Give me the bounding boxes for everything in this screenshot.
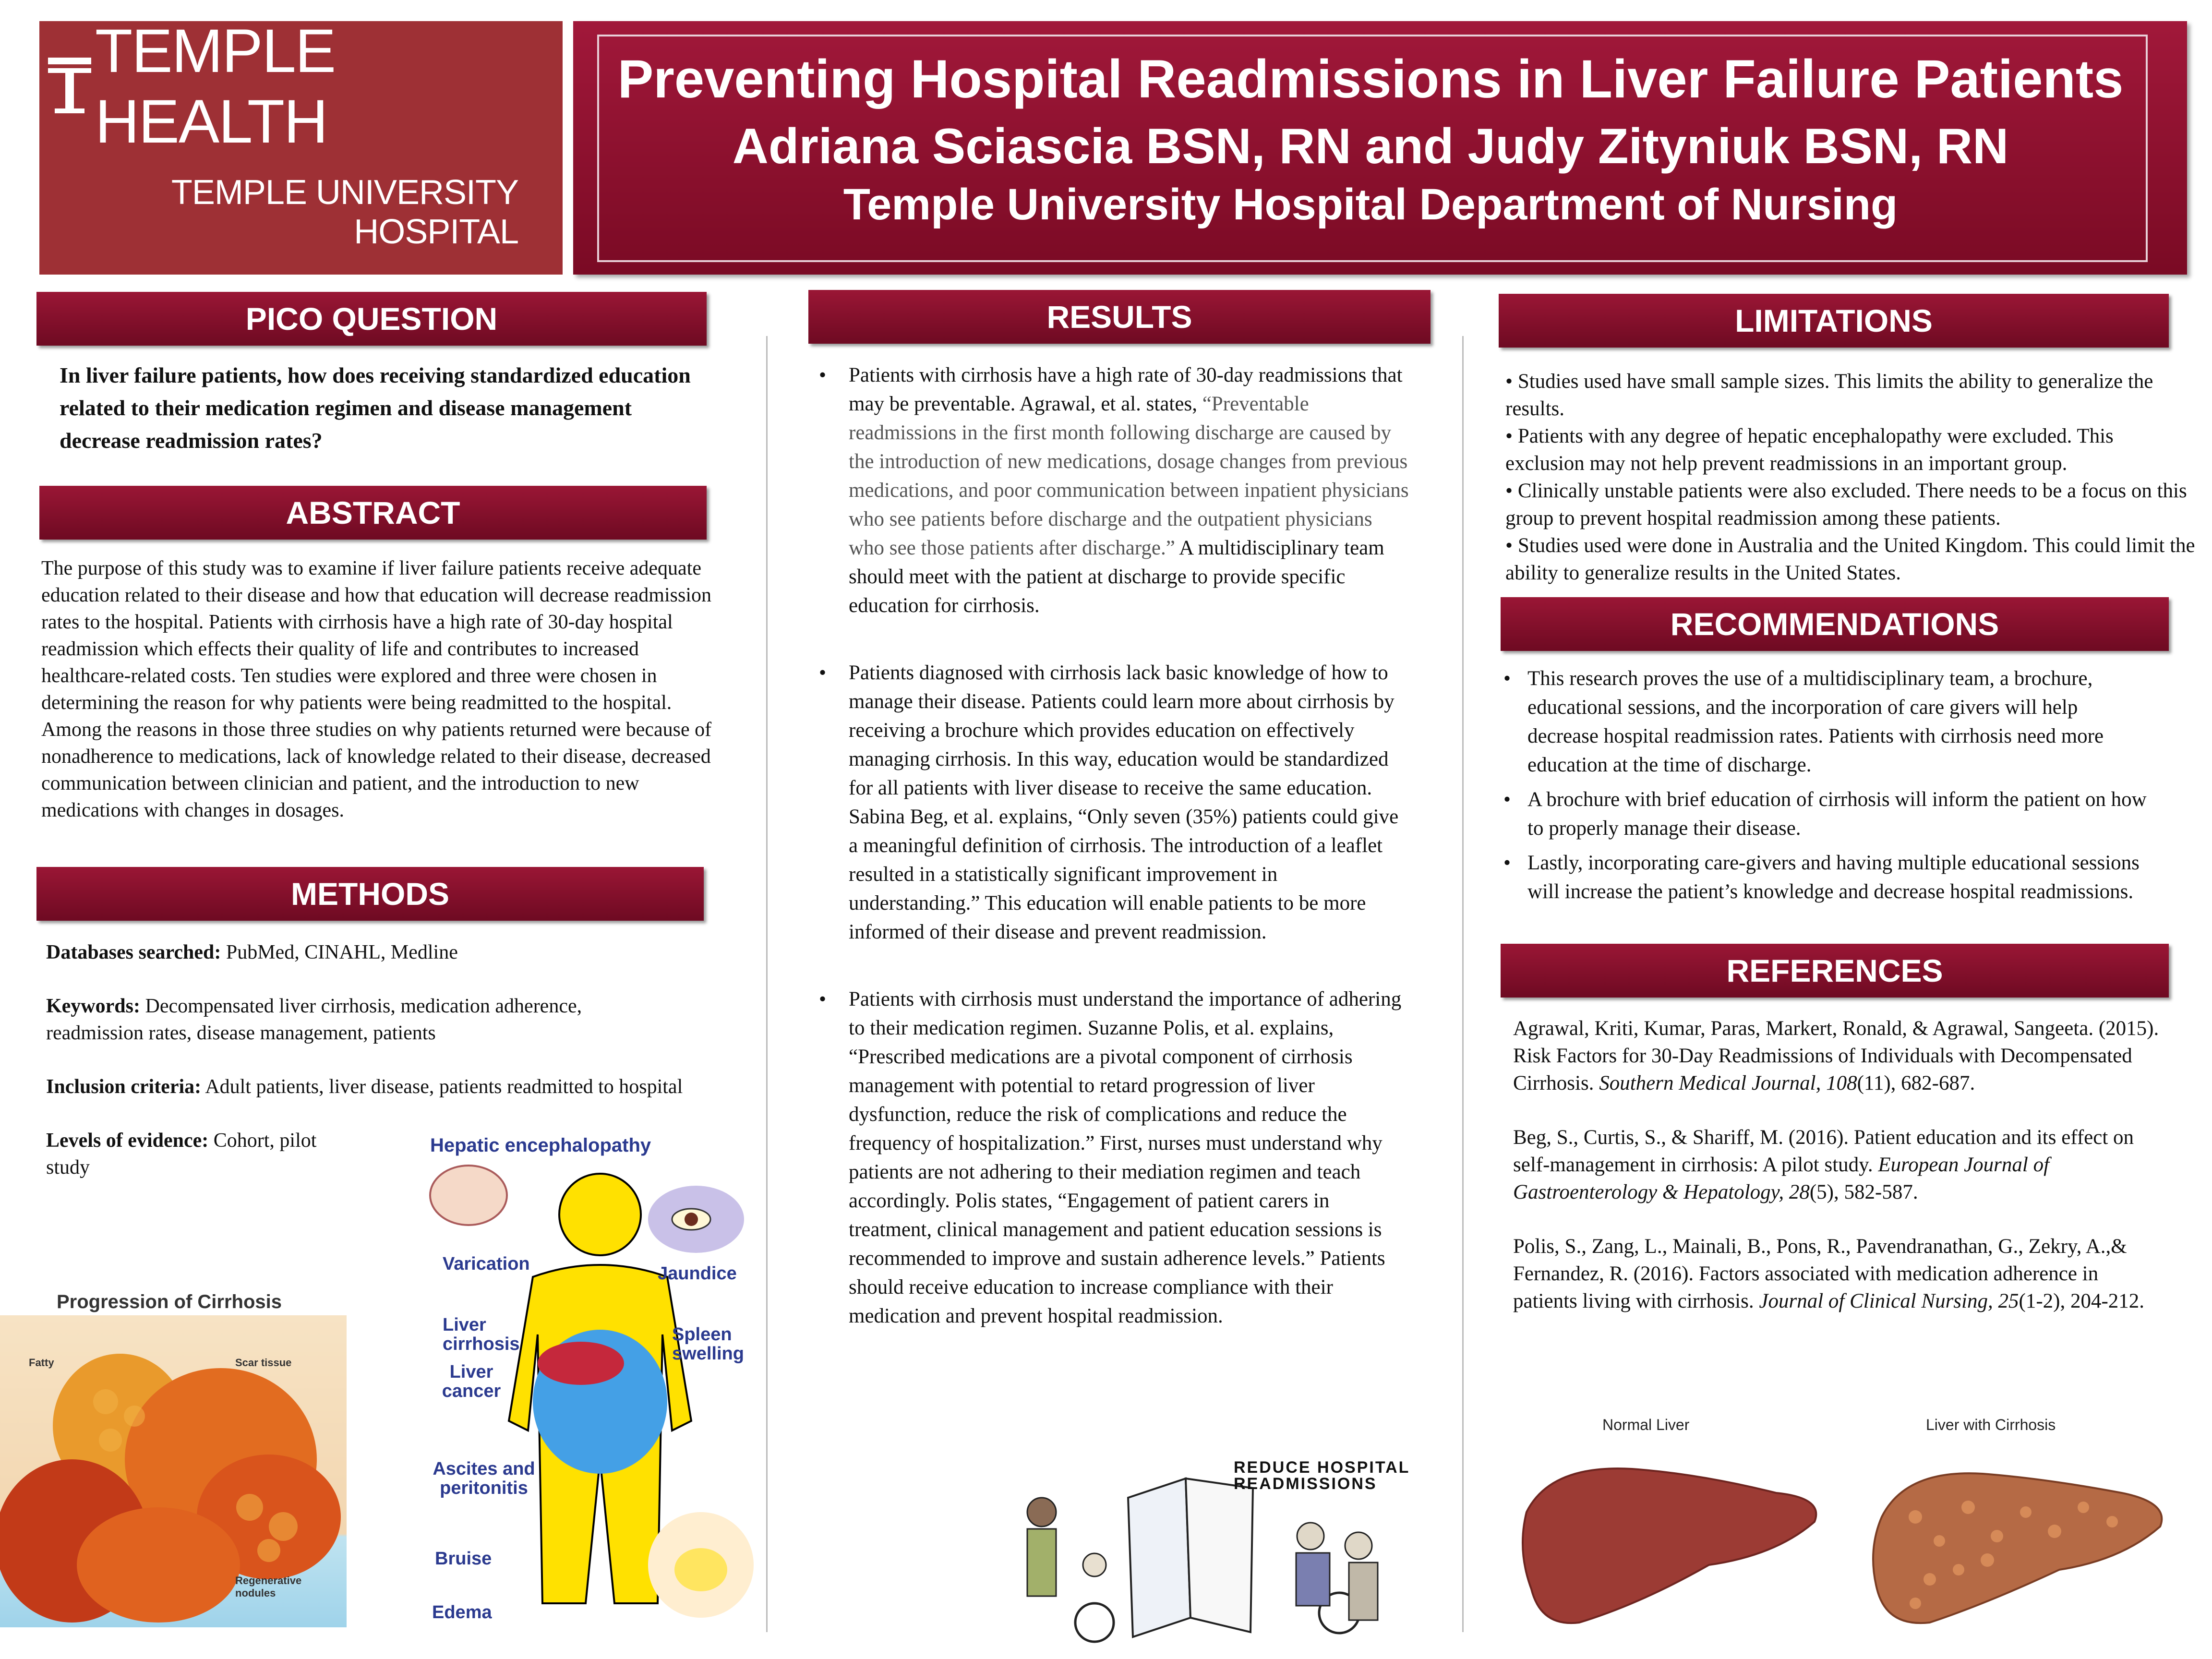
label-spleen-swelling: Spleen swelling: [672, 1324, 744, 1364]
results-text: Patients diagnosed with cirrhosis lack basic knowledge of how to manage their disease. Patients could learn more about cirrhosis by receiving a brochure which provides education on effectively managing cirrhosis. In this way, education would be standardized for all patients with liver disease to receive the same education. Sabina Beg, et al. explains, “Only seven (35%) patients could give a meaningful definition of cirrhosis. The introduction of a leaflet resulted in a statistically significant improvement in understanding.” This education will enable patients to be more informed of their disease and prevent readmission.: [849, 661, 1399, 943]
limitations-list: [1505, 368, 2197, 587]
methods-value: Decompensated liver cirrhosis, medication adherence, readmission rates, disease management, patients: [46, 995, 582, 1044]
poster-institution: Temple University Hospital Department of Nursing: [843, 180, 1898, 229]
limitations-item: • Clinically unstable patients were also excluded. There needs to be a focus on this group to prevent hospital readmission among these patients.: [1505, 480, 2187, 529]
results-list: [816, 361, 1411, 1331]
abstract-heading: ABSTRACT: [39, 486, 707, 540]
label-liver-cancer: Liver cancer: [442, 1362, 501, 1401]
reference-text: (5), 582-587.: [1809, 1181, 1918, 1203]
recommendations-item: [1501, 849, 2153, 906]
results-heading: RESULTS: [808, 290, 1431, 344]
methods-value: PubMed, CINAHL, Medline: [221, 941, 458, 963]
logo-subtitle: TEMPLE UNIVERSITY HOSPITAL: [171, 173, 518, 251]
reference-text: Beg, S., Curtis, S., & Shariff, M. (2016). Patient education and its effect on self-management in cirrhosis: A pilot study.: [1513, 1126, 2134, 1176]
methods-label: Keywords:: [46, 995, 140, 1017]
methods-heading: METHODS: [36, 867, 704, 921]
methods-label: Databases searched:: [46, 941, 221, 963]
recommendations-item: [1501, 664, 2153, 780]
methods-item: [46, 1073, 685, 1100]
reference-text: (11), 682-687.: [1857, 1072, 1975, 1094]
label-jaundice: Jaundice: [658, 1263, 737, 1284]
liver-comparison-illustration: [1507, 1445, 2199, 1637]
label-scar-tissue: Scar tissue: [235, 1357, 292, 1369]
label-ascites-peritonitis: Ascites and peritonitis: [433, 1459, 535, 1498]
reference-text: Polis, S., Zang, L., Mainali, B., Pons, R., Pavendranathan, G., Zekry, A.,& Fernandez, R. (2016). Factors associated with medication adherence in patients living with cirrhosis.: [1513, 1235, 2127, 1312]
methods-item: [46, 1127, 334, 1181]
limitations-heading: LIMITATIONS: [1499, 294, 2169, 348]
results-quote: “Preventable readmissions in the first month following discharge are caused by the introduction of new medications, dosage changes from previous medications, and poor communication between inpatient physicians who see patients before discharge and the outpatient physicians who see those patients after discharge.”: [849, 393, 1409, 559]
results-text: Patients with cirrhosis must understand the importance of adhering to their medication regimen. Suzanne Polis, et al. explains, “Prescribed medications are a pivotal component of cirrhosis management with potential to retard progression of liver dysfunction, reduce the risk of complications and reduce the frequency of hospitalization.” First, nurses must understand why patients are not adhering to their mediation regimen and teach accordingly. Polis states, “Engagement of patient carers in treatment, clinical management and patient education sessions is recommended to improve and sustain adherence levels.” Patients should receive education to increase compliance with their medication and prevent hospital readmission.: [849, 988, 1402, 1327]
reference-journal: Journal of Clinical Nursing, 25: [1759, 1290, 2019, 1312]
label-bruise: Bruise: [435, 1549, 492, 1569]
temple-t-icon: [48, 58, 85, 115]
poster-authors: Adriana Sciascia BSN, RN and Judy Zityniuk BSN, RN: [732, 119, 2009, 174]
limitations-item: • Studies used were done in Australia and the United Kingdom. This could limit the ability to generalize results in the United States.: [1505, 534, 2195, 584]
label-regenerative-nodules: Regenerative nodules: [235, 1575, 302, 1599]
results-bullet: [816, 985, 1411, 1331]
label-edema: Edema: [432, 1602, 492, 1623]
methods-value: Cohort, pilot study: [46, 1130, 317, 1178]
methods-label: Inclusion criteria:: [46, 1076, 202, 1098]
label-hepatic-encephalopathy: Hepatic encephalopathy: [430, 1135, 651, 1156]
methods-item: [46, 993, 670, 1046]
results-bullet: [816, 361, 1411, 620]
references-list: [1513, 1015, 2166, 1315]
methods-label: Levels of evidence:: [46, 1130, 209, 1152]
results-text: Patients with cirrhosis have a high rate of 30-day readmissions that may be preventable. Agrawal, et al. states,: [849, 364, 1403, 415]
pico-heading: PICO QUESTION: [36, 292, 707, 346]
recommendations-heading: RECOMMENDATIONS: [1501, 597, 2169, 651]
temple-health-logo: [48, 17, 518, 156]
liver-comparison-figure: [1507, 1445, 2199, 1637]
reduce-readmissions-caption: REDUCE HOSPITAL READMISSIONS: [1234, 1458, 1410, 1493]
reference-item: [1513, 1233, 2166, 1315]
abstract-text: The purpose of this study was to examine if liver failure patients receive adequate education related to their disease and how that education will decrease readmission rates to the hospital. Patients with cirrhosis have a high rate of 30-day hospital readmission which effects their quality of life and contributes to increased healthcare-related costs. Ten studies were explored and three were chosen in determining the reason for why patients were being readmitted to the hospital. Among the reasons in those three studies on why patients returned were because of nonadherence to medications, lack of knowledge related to their disease, decreased communication between clinician and patient, and the introduction to new medications with changes in dosages.: [41, 557, 712, 821]
logo-main-text: TEMPLE HEALTH: [95, 17, 336, 156]
label-liver-cirrhosis: Liver cirrhosis: [443, 1315, 520, 1354]
recommendations-list: [1501, 664, 2153, 906]
reference-journal: Southern Medical Journal, 108: [1599, 1072, 1857, 1094]
limitations-text: Studies used were done in Australia and the United Kingdom. This could limit the ability to generalize results in the United States.: [1505, 534, 2195, 584]
results-text: A multidisciplinary team should meet with the patient at discharge to provide specific education for cirrhosis.: [849, 537, 1384, 617]
recommendations-text: A brochure with brief education of cirrhosis will inform the patient on how to properly manage their disease.: [1527, 788, 2147, 840]
limitations-item: • Studies used have small sample sizes. This limits the ability to generalize the results.: [1505, 370, 2153, 420]
pico-question: In liver failure patients, how does receiving standardized education related to their medication regimen and disease management decrease readmission rates?: [60, 363, 691, 453]
methods-item: [46, 939, 685, 966]
reference-item: [1513, 1124, 2166, 1206]
references-heading: REFERENCES: [1501, 944, 2169, 998]
limitations-text: Studies used have small sample sizes. This limits the ability to generalize the results.: [1505, 370, 2153, 420]
recommendations-item: [1501, 785, 2153, 843]
recommendations-text: Lastly, incorporating care-givers and having multiple educational sessions will increase the patient’s knowledge and decrease hospital readmissions.: [1527, 852, 2140, 903]
reference-text: Agrawal, Kriti, Kumar, Paras, Markert, Ronald, & Agrawal, Sangeeta. (2015). Risk Factors for 30-Day Readmissions of Individuals with Decompensated Cirrhosis.: [1513, 1017, 2159, 1094]
results-bullet: [816, 659, 1411, 947]
cirrhosis-figure-title: Progression of Cirrhosis: [57, 1291, 282, 1312]
reference-journal: European Journal of Gastroenterology & Hepatology, 28: [1513, 1154, 2050, 1203]
label-fatty: Fatty: [29, 1357, 54, 1369]
recommendations-text: This research proves the use of a multidisciplinary team, a brochure, educational sessions, and the incorporation of care givers will help decrease hospital readmission rates. Patients with cirrhosis need more education at the time of discharge.: [1527, 667, 2104, 776]
methods-value: Adult patients, liver disease, patients readmitted to hospital: [201, 1076, 683, 1098]
label-varication: Varication: [443, 1254, 530, 1274]
reference-text: (1-2), 204-212.: [2019, 1290, 2145, 1312]
limitations-item: • Patients with any degree of hepatic encephalopathy were excluded. This exclusion may not help prevent readmissions in an important group.: [1505, 425, 2114, 475]
limitations-text: Patients with any degree of hepatic encephalopathy were excluded. This exclusion may not help prevent readmissions in an important group.: [1505, 425, 2114, 475]
poster-title: Preventing Hospital Readmissions in Liver Failure Patients: [617, 49, 2124, 109]
column-divider: [1462, 336, 1464, 1632]
normal-liver-label: Normal Liver: [1602, 1416, 1690, 1433]
limitations-text: Clinically unstable patients were also excluded. There needs to be a focus on this group to prevent hospital readmission among these patients.: [1505, 480, 2187, 529]
cirrhotic-liver-label: Liver with Cirrhosis: [1926, 1416, 2056, 1433]
reference-item: [1513, 1015, 2166, 1097]
